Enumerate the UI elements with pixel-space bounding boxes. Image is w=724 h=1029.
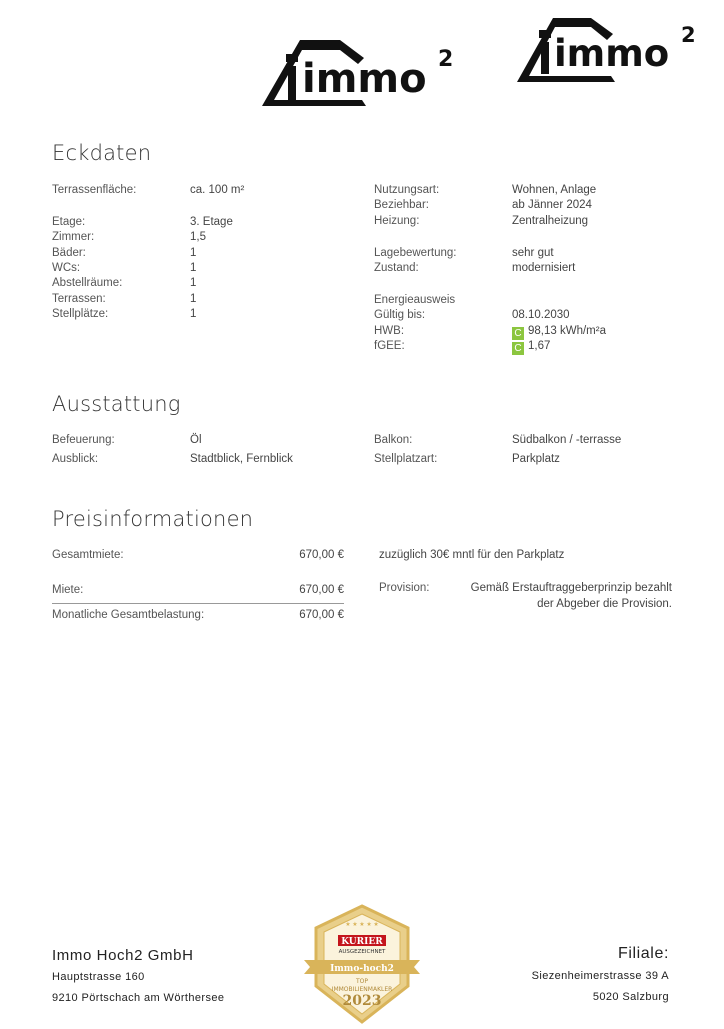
price-row-label: Miete:: [52, 584, 84, 596]
hwb-row: [512, 324, 606, 340]
eckdaten-row-label: Lagebewertung:: [374, 247, 457, 259]
badge-line1: AUSGEZEICHNET: [338, 949, 386, 955]
ausstattung-row-label: Balkon:: [374, 434, 413, 446]
eckdaten-row-value: 1: [190, 277, 197, 290]
eckdaten-row-label: Bäder:: [52, 246, 86, 259]
badge-ribbon-text: Immo-hoch2: [330, 964, 394, 974]
footer-address-line1: Hauptstrasse 160: [52, 971, 145, 983]
eckdaten-row-label: Terrassen:: [52, 292, 106, 305]
eckdaten-row-label: Nutzungsart:: [374, 184, 440, 196]
price-row-label: Gesamtmiete:: [52, 549, 124, 561]
energy-valid-value: 08.10.2030: [512, 309, 570, 321]
price-row-value: 670,00 €: [299, 609, 344, 621]
price-row-value: 670,00 €: [299, 584, 344, 596]
hwb-value: 98,13 kWh/m²a: [528, 325, 606, 337]
eckdaten-row-label: Terrassenfläche:: [52, 184, 137, 196]
ausstattung-row-value: Parkplatz: [512, 453, 560, 465]
eckdaten-row-label: Abstellräume:: [52, 277, 123, 290]
hwb-class-badge: C: [512, 327, 524, 340]
section-title-eckdaten: Eckdaten: [52, 141, 152, 165]
svg-text:immo: immo: [302, 56, 427, 102]
eckdaten-row-value: 1,5: [190, 231, 206, 244]
provision-text-line1: Gemäß Erstauftraggeberprinzip bezahlt: [470, 582, 672, 594]
ausstattung-row-label: Befeuerung:: [52, 434, 115, 446]
price-row-label: Monatliche Gesamtbelastung:: [52, 609, 205, 621]
eckdaten-row-label: Etage:: [52, 216, 86, 228]
price-divider: [52, 603, 344, 604]
svg-text:2: 2: [438, 47, 454, 72]
badge-year: 2023: [342, 993, 382, 1009]
eckdaten-row-value: ab Jänner 2024: [512, 199, 592, 212]
price-row-value: 670,00 €: [299, 549, 344, 561]
eckdaten-row-value: sehr gut: [512, 247, 554, 259]
badge-line3: IMMOBILIENMAKLER: [331, 986, 393, 993]
eckdaten-row-value: 1: [190, 261, 197, 274]
fgee-row: [512, 339, 550, 355]
company-logo-right: [517, 14, 709, 84]
eckdaten-row-value: 3. Etage: [190, 216, 233, 228]
svg-text:★ ★ ★ ★ ★: ★ ★ ★ ★ ★: [345, 922, 379, 928]
eckdaten-row-label: Stellplätze:: [52, 307, 109, 320]
energy-heading: Energieausweis: [374, 294, 456, 306]
eckdaten-row-value: 1: [190, 307, 197, 320]
eckdaten-row-value: Wohnen, Anlage: [512, 184, 597, 196]
ausstattung-row-value: Öl: [190, 434, 202, 446]
eckdaten-row-value: modernisiert: [512, 262, 576, 275]
eckdaten-row-label: Beziehbar:: [374, 199, 429, 212]
footer-branch-title: Filiale:: [617, 945, 669, 962]
eckdaten-row-value: Zentralheizung: [512, 214, 589, 227]
parking-note: zuzüglich 30€ mntl für den Parkplatz: [379, 549, 565, 561]
company-logo-left: [262, 36, 467, 110]
provision-text-line2: der Abgeber die Provision.: [537, 598, 672, 610]
footer-branch-line1: Siezenheimerstrasse 39 A: [531, 970, 669, 982]
eckdaten-row-value: 1: [190, 292, 197, 305]
section-title-preisinformationen: Preisinformationen: [52, 507, 254, 531]
footer-company-name: Immo Hoch2 GmbH: [52, 947, 194, 964]
ausstattung-row-label: Ausblick:: [52, 453, 99, 465]
eckdaten-row-label: Heizung:: [374, 214, 420, 227]
badge-brand-text: KURIER: [341, 937, 383, 947]
eckdaten-row-label: Zimmer:: [52, 231, 95, 244]
hwb-label: HWB:: [374, 325, 405, 337]
award-badge: [302, 904, 422, 1024]
eckdaten-row-value: ca. 100 m²: [190, 184, 245, 196]
fgee-class-badge: C: [512, 342, 524, 355]
section-title-ausstattung: Ausstattung: [52, 392, 181, 416]
energy-valid-label: Gültig bis:: [374, 309, 426, 321]
eckdaten-row-value: 1: [190, 246, 197, 259]
svg-text:immo: immo: [554, 32, 670, 75]
footer-branch-line2: 5020 Salzburg: [592, 991, 669, 1003]
fgee-value: 1,67: [528, 340, 551, 352]
ausstattung-row-value: Südbalkon / -terrasse: [512, 434, 622, 446]
eckdaten-row-label: WCs:: [52, 261, 81, 274]
ausstattung-row-value: Stadtblick, Fernblick: [190, 453, 293, 465]
ausstattung-row-label: Stellplatzart:: [374, 453, 438, 465]
badge-line2: TOP: [355, 978, 369, 985]
footer-address-line2: 9210 Pörtschach am Wörthersee: [52, 992, 225, 1004]
svg-text:2: 2: [681, 23, 696, 47]
eckdaten-row-label: Zustand:: [374, 262, 419, 275]
fgee-label: fGEE:: [374, 340, 405, 352]
provision-label: Provision:: [379, 582, 430, 594]
